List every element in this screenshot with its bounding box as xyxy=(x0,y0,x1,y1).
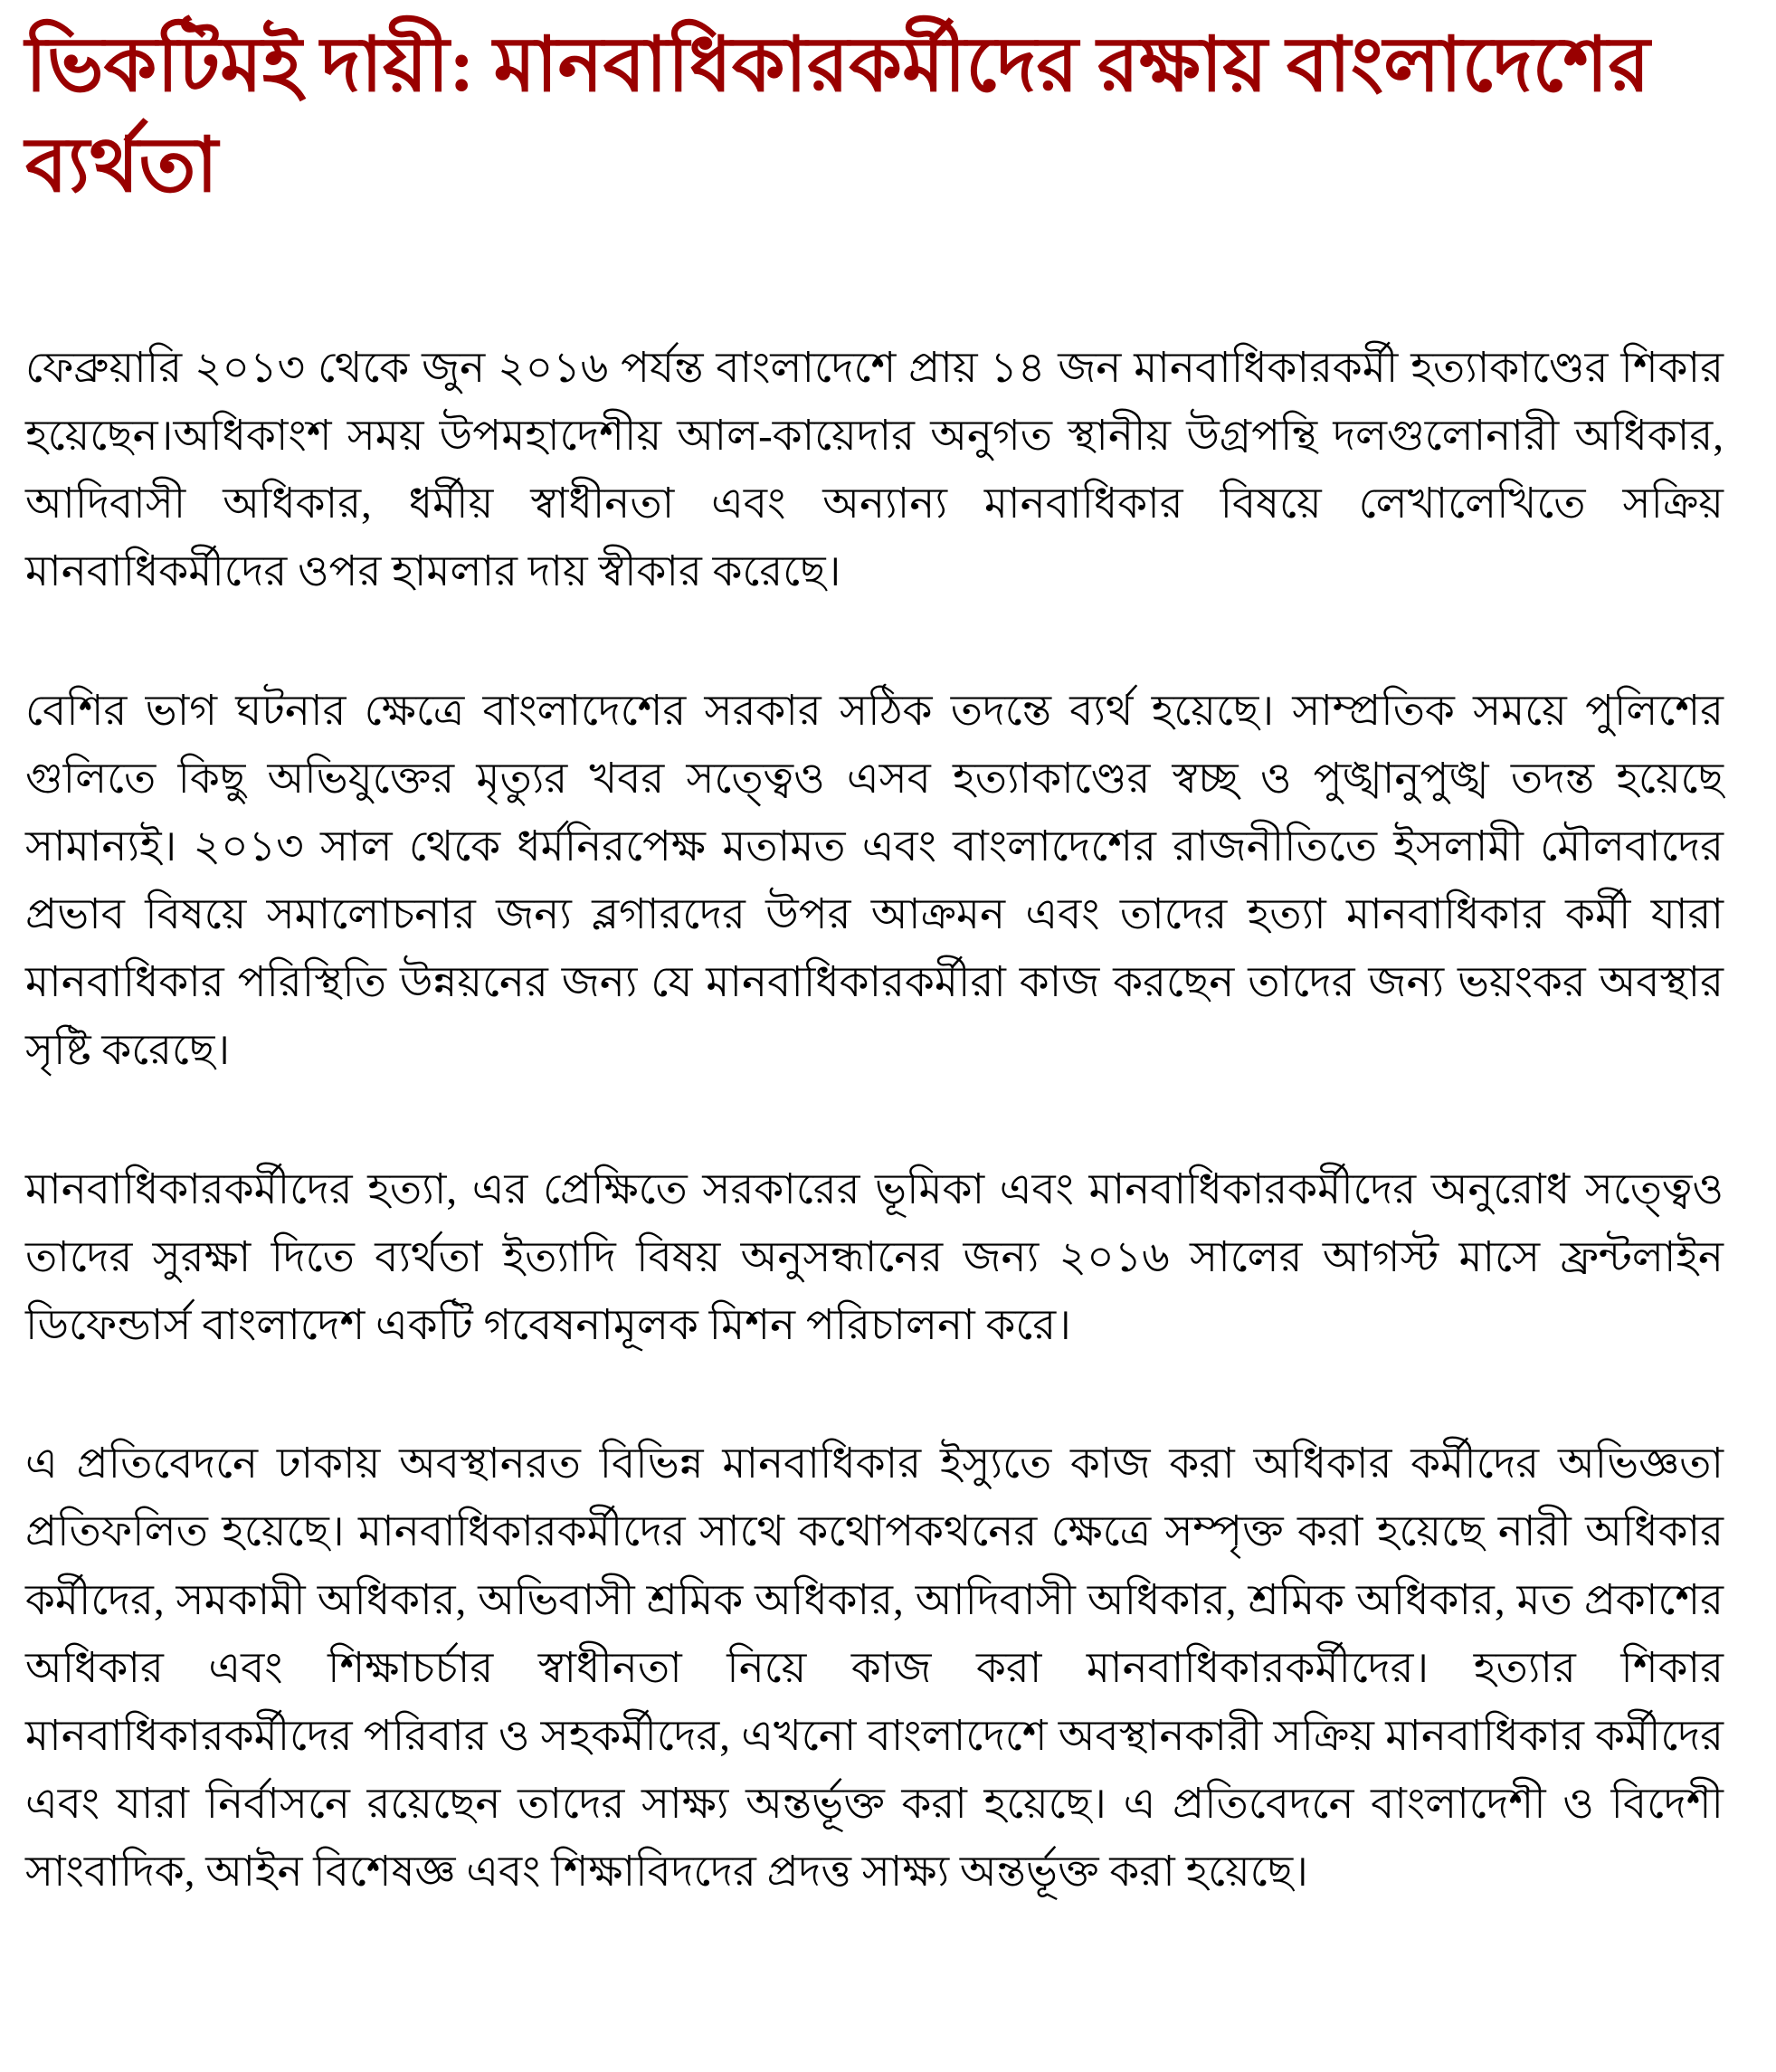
article-paragraph-4: এ প্রতিবেদনে ঢাকায় অবস্থানরত বিভিন্ন মানবাধিকার ইস্যুতে কাজ করা অধিকার কর্মীদের অভিজ্ঞতা প্রতিফলিত হয়েছে। মানবাধিকারকর্মীদের সাথে কথোপকথনের ক্ষেত্রে সম্পৃক্ত করা হয়েছে নারী অধিকার কর্মীদের, সমকামী অধিকার, অভিবাসী শ্রমিক অধিকার, আদিবাসী অধিকার, শ্রমিক অধিকার, মত প্রকাশের অধিকার এবং শিক্ষাচর্চার স্বাধীনতা নিয়ে কাজ করা মানবাধিকারকর্মীদের। হত্যার শিকার মানবাধিকারকর্মীদের পরিবার ও সহকর্মীদের, এখনো বাংলাদেশে অবস্থানকারী সক্রিয় মানবাধিকার কর্মীদের এবং যারা নির্বাসনে রয়েছেন তাদের সাক্ষ্য অন্তর্ভূক্ত করা হয়েছে। এ প্রতিবেদনে বাংলাদেশী ও বিদেশী সাংবাদিক, আইন বিশেষজ্ঞ এবং শিক্ষাবিদদের প্রদত্ত সাক্ষ্য অন্তর্ভূক্ত করা হয়েছে। xyxy=(25,1440,1724,1896)
article-paragraph-2: বেশির ভাগ ঘটনার ক্ষেত্রে বাংলাদেশের সরকার সঠিক তদন্তে ব্যর্থ হয়েছে। সাম্প্রতিক সময়ে পুলিশের গুলিতে কিছু অভিযুক্তের মৃত্যুর খবর সত্ত্বেও এসব হত্যাকাণ্ডের স্বচ্ছ ও পুঙ্খানুপুঙ্খ তদন্ত হয়েছে সামান্যই। ২০১৩ সাল থেকে ধর্মনিরপেক্ষ মতামত এবং বাংলাদেশের রাজনীতিতে ইসলামী মৌলবাদের প্রভাব বিষয়ে সমালোচনার জন্য ব্লগারদের উপর আক্রমন এবং তাদের হত্যা মানবাধিকার কর্মী যারা মানবাধিকার পরিস্থিতি উন্নয়নের জন্য যে মানবাধিকারকর্মীরা কাজ করছেন তাদের জন্য ভয়ংকর অবস্থার সৃষ্টি করেছে। xyxy=(25,687,1724,1075)
article-paragraph-3: মানবাধিকারকর্মীদের হত্যা, এর প্রেক্ষিতে সরকারের ভূমিকা এবং মানবাধিকারকর্মীদের অনুরোধ সত্ত্বেও তাদের সুরক্ষা দিতে ব্যর্থতা ইত্যাদি বিষয় অনুসন্ধানের জন্য ২০১৬ সালের আগস্ট মাসে ফ্রন্টলাইন ডিফেন্ডার্স বাংলাদেশ একটি গবেষনামূলক মিশন পরিচালনা করে। xyxy=(25,1165,1724,1349)
article-paragraph-1: ফেব্রুয়ারি ২০১৩ থেকে জুন ২০১৬ পর্যন্ত বাংলাদেশে প্রায় ১৪ জন মানবাধিকারকর্মী হত্যাকাণ্ডের শিকার হয়েছেন।অধিকাংশ সময় উপমহাদেশীয় আল-কায়েদার অনুগত স্থানীয় উগ্রপন্থি দলগুলোনারী অধিকার, আদিবাসী অধিকার, ধর্মীয় স্বাধীনতা এবং অন্যান্য মানবাধিকার বিষয়ে লেখালেখিতে সক্রিয় মানবাধিকর্মীদের ওপর হামলার দায় স্বীকার করেছে। xyxy=(25,344,1724,596)
page-title: ভিকটিমই দায়ী: মানবাধিকারকর্মীদের রক্ষায় বাংলাদেশের ব্যর্থতা xyxy=(25,24,1650,208)
